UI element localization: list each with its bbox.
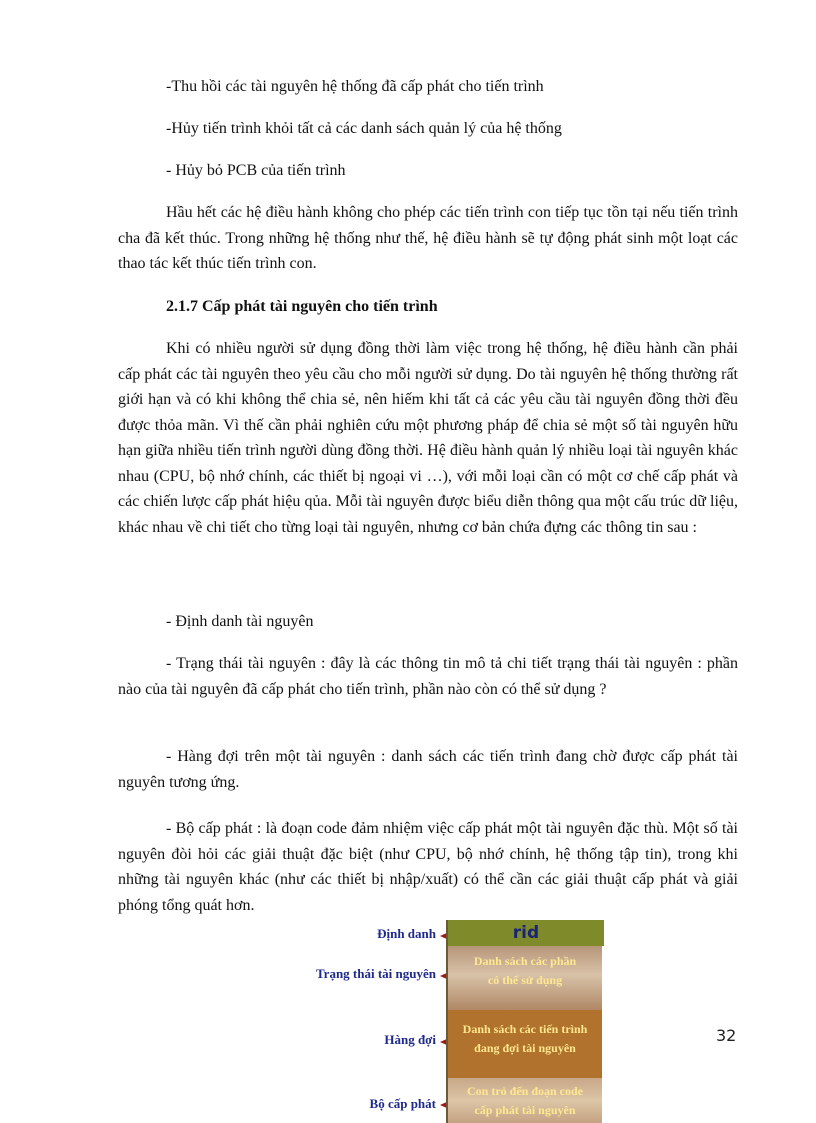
diagram-box-allocator xyxy=(446,1078,602,1123)
diagram-label-id: Định danh xyxy=(377,926,436,941)
info-item-resource-queue: - Hàng đợi trên một tài nguyên : danh sách các tiến trình đang chờ được cấp phát tài nguyên tương ứng. xyxy=(118,748,738,791)
diagram-box-queue xyxy=(446,1010,602,1078)
list-item-remove-from-lists: -Hủy tiến trình khỏi tất cả các danh sách quản lý của hệ thống xyxy=(166,120,562,137)
diagram-box-queue-line2: đang đợi tài nguyên xyxy=(474,1041,576,1055)
diagram-box-state-line2: có thể sử dụng xyxy=(487,973,563,987)
diagram-box-queue-line1: Danh sách các tiến trình xyxy=(462,1022,588,1036)
resource-structure-diagram xyxy=(300,920,606,1123)
info-item-resource-id: - Định danh tài nguyên xyxy=(166,613,314,630)
paragraph-child-termination: Hầu hết các hệ điều hành không cho phép các tiến trình con tiếp tục tồn tại nếu tiến trình cha đã kết thúc. Trong những hệ thống như thế, hệ điều hành sẽ tự động phát sinh một loạt các thao tác kết thúc tiến trình con. xyxy=(118,204,738,272)
info-item-resource-state: - Trạng thái tài nguyên : đây là các thông tin mô tả chi tiết trạng thái tài nguyên : phần nào của tài nguyên đã cấp phát cho tiến trình, phần nào còn có thể sử dụng ? xyxy=(118,655,738,698)
section-heading: 2.1.7 Cấp phát tài nguyên cho tiến trình xyxy=(166,298,438,315)
diagram-label-state: Trạng thái tài nguyên xyxy=(315,966,436,981)
diagram-box-allocator-line2: cấp phát tài nguyên xyxy=(474,1103,576,1117)
info-item-allocator: - Bộ cấp phát : là đoạn code đảm nhiệm việc cấp phát một tài nguyên đặc thù. Một số tài nguyên đòi hỏi các giải thuật đặc biệt (như CPU, bộ nhớ chính, hệ thống tập tin), trong khi những tài nguyên khác (như các thiết bị nhập/xuất) có thể cần các giải thuật cấp phát và giải phóng tổng quát hơn. xyxy=(118,820,738,914)
list-item-reclaim-resources: -Thu hồi các tài nguyên hệ thống đã cấp phát cho tiến trình xyxy=(166,78,544,95)
diagram-box-state-line1: Danh sách các phần xyxy=(473,954,577,968)
diagram-label-allocator: Bộ cấp phát xyxy=(369,1096,436,1111)
paragraph-resource-allocation: Khi có nhiều người sử dụng đồng thời làm việc trong hệ thống, hệ điều hành cần phải cấp phát các tài nguyên theo yêu cầu cho mỗi người sử dụng. Do tài nguyên hệ thống thường rất giới hạn và có khi không thể chia sẻ, nên hiếm khi tất cả các yêu cầu tài nguyên đồng thời đều được thỏa mãn. Vì thế cần phải nghiên cứu một phương pháp để chia sẻ một số tài nguyên hữu hạn giữa nhiều tiến trình người dùng đồng thời. Hệ điều hành quản lý nhiều loại tài nguyên khác nhau (CPU, bộ nhớ chính, các thiết bị ngoại vi …), với mỗi loại cần có một cơ chế cấp phát và các chiến lược cấp phát hiệu qủa. Mỗi tài nguyên được biểu diễn thông qua một cấu trúc dữ liệu, khác nhau về chi tiết cho từng loại tài nguyên, nhưng cơ bản chứa đựng các thông tin sau : xyxy=(118,340,738,536)
list-item-destroy-pcb: - Hủy bỏ PCB của tiến trình xyxy=(166,162,346,179)
diagram-box-rid: rid xyxy=(446,920,604,946)
diagram-box-allocator-line1: Con trỏ đến đoạn code xyxy=(466,1084,583,1098)
page-number: 32 xyxy=(716,1026,737,1045)
diagram-label-queue: Hàng đợi xyxy=(384,1032,436,1047)
diagram-box-state xyxy=(446,946,602,1010)
